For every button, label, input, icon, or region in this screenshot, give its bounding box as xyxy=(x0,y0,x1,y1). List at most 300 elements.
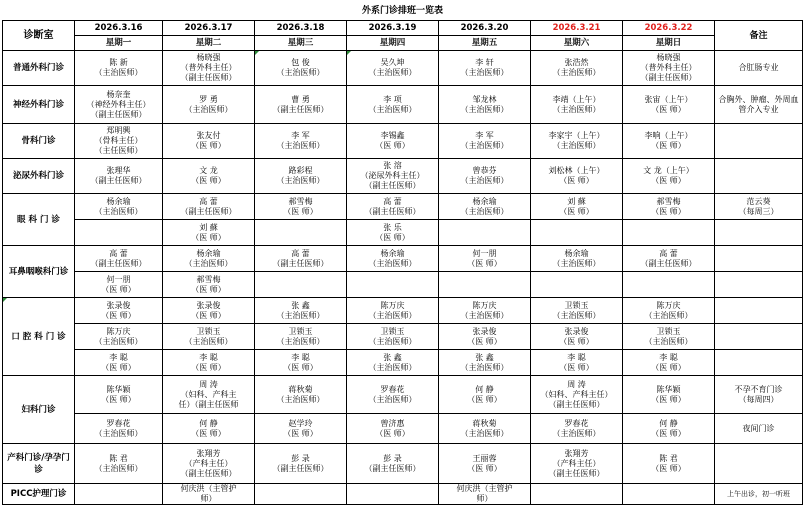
schedule-cell xyxy=(623,376,715,414)
schedule-cell xyxy=(439,159,531,194)
doctor-name: 赵学玲 xyxy=(288,418,313,428)
doctor-title-2: （副主任医师） xyxy=(548,399,605,409)
doctor-title: （主治医师） xyxy=(94,463,143,473)
doctor-title: （副主任医师） xyxy=(180,206,237,216)
schedule-cell xyxy=(623,272,715,298)
doctor-title: （医 师） xyxy=(191,428,226,438)
doctor-title: （主治医师） xyxy=(552,428,601,438)
schedule-cell xyxy=(439,444,531,484)
schedule-cell xyxy=(623,86,715,124)
doctor-title-2: （副主任医师） xyxy=(180,468,237,478)
dept-urology: 泌尿外科门诊 xyxy=(3,159,75,194)
schedule-cell xyxy=(531,194,623,220)
doctor-title: （医 师） xyxy=(101,394,136,404)
header-corner: 诊断室 xyxy=(3,21,75,51)
doctor-name: 李锡鑫 xyxy=(380,131,405,140)
doctor-name: 张 鑫 xyxy=(475,352,494,362)
doctor-name: 文 龙 xyxy=(199,166,218,175)
doctor-name: 卫锁玉 xyxy=(288,326,313,336)
schedule-cell xyxy=(439,86,531,124)
doctor-title: （主治医师） xyxy=(552,141,601,150)
doctor-name: 张 乐 xyxy=(383,222,402,232)
doctor-title: 师） xyxy=(476,494,493,503)
schedule-cell xyxy=(623,246,715,272)
schedule-cell xyxy=(439,414,531,444)
doctor-name: 路彩程 xyxy=(288,166,313,175)
doctor-title: （主治医师） xyxy=(184,258,233,268)
doctor-name: 张浩然 xyxy=(564,58,589,67)
schedule-cell xyxy=(439,376,531,414)
doctor-name: 陈华颖 xyxy=(656,384,681,394)
schedule-cell xyxy=(255,124,347,159)
row-eye-1 xyxy=(3,194,803,220)
doctor-name: 杨余瑜 xyxy=(472,196,497,206)
schedule-cell xyxy=(347,159,439,194)
schedule-cell xyxy=(75,324,163,350)
schedule-cell xyxy=(163,376,255,414)
row-ortho xyxy=(3,124,803,159)
doctor-title: （医 师） xyxy=(191,362,226,372)
doctor-name: 罗春花 xyxy=(106,418,131,428)
doctor-name: 李靖（上午） xyxy=(552,94,601,104)
doctor-title: （主治医师） xyxy=(368,68,417,77)
doctor-name: 何 静 xyxy=(475,384,494,394)
doctor-title: （医 师） xyxy=(651,394,686,404)
schedule-cell xyxy=(255,324,347,350)
remark-cell xyxy=(715,159,803,194)
schedule-cell xyxy=(75,124,163,159)
doctor-title: （主治医师） xyxy=(368,310,417,320)
dept-picc: PICC护理门诊 xyxy=(3,484,75,505)
doctor-name: 卫锁玉 xyxy=(656,326,681,336)
doctor-title: 师） xyxy=(200,494,217,503)
schedule-cell xyxy=(255,194,347,220)
schedule-cell xyxy=(163,484,255,505)
schedule-cell xyxy=(163,324,255,350)
row-urology xyxy=(3,159,803,194)
schedule-cell xyxy=(623,444,715,484)
doctor-name: 罗春花 xyxy=(380,384,405,394)
schedule-cell xyxy=(75,51,163,86)
doctor-title: （医 师） xyxy=(467,463,502,473)
doctor-title: （医 师） xyxy=(467,336,502,346)
schedule-cell xyxy=(75,444,163,484)
doctor-name: 曹 勇 xyxy=(291,94,310,104)
dept-obs: 产科门诊/孕孕门诊 xyxy=(3,444,75,484)
doctor-title: （医 师） xyxy=(101,310,136,320)
doctor-title: （主治医师） xyxy=(552,68,601,77)
doctor-title: （普外科主任） xyxy=(180,63,237,72)
row-neuro-surgery xyxy=(3,86,803,124)
doctor-name: 杨奈奎 xyxy=(106,89,131,99)
doctor-title: （主治医师） xyxy=(460,176,509,185)
schedule-cell xyxy=(163,246,255,272)
schedule-cell xyxy=(75,484,163,505)
dept-gyn: 妇科门诊 xyxy=(3,376,75,444)
doctor-title: （主治医师） xyxy=(644,336,693,346)
doctor-name: 李家宇（上午） xyxy=(548,131,605,140)
doctor-name: 李 聪 xyxy=(199,352,218,362)
schedule-cell xyxy=(623,51,715,86)
doctor-name: 彭 录 xyxy=(383,453,402,463)
schedule-cell xyxy=(347,86,439,124)
schedule-cell xyxy=(347,246,439,272)
remark-cell xyxy=(715,246,803,272)
schedule-cell xyxy=(347,350,439,376)
schedule-cell xyxy=(623,194,715,220)
doctor-title-2: （副主任医师） xyxy=(90,109,147,119)
schedule-cell xyxy=(623,220,715,246)
schedule-cell xyxy=(255,484,347,505)
remark-cell: 上午出诊，初一听班 xyxy=(715,484,803,505)
schedule-cell xyxy=(75,159,163,194)
doctor-name: 何一朋 xyxy=(106,274,131,284)
doctor-title: （医 师） xyxy=(191,284,226,294)
doctor-title: （医 师） xyxy=(559,176,594,185)
doctor-name: 陈万庆 xyxy=(106,326,131,336)
doctor-name: 邹龙林 xyxy=(472,94,497,104)
doctor-name: 卫锁玉 xyxy=(196,326,221,336)
schedule-cell xyxy=(439,51,531,86)
doctor-title: （医 师） xyxy=(283,362,318,372)
doctor-title: （骨科主任） xyxy=(94,136,143,145)
doctor-name: 包 俊 xyxy=(291,58,310,67)
doctor-title: （主治医师） xyxy=(276,68,325,77)
schedule-cell xyxy=(163,444,255,484)
doctor-title-2: 任）（副主任医师 xyxy=(178,399,239,409)
doctor-title: （医 师） xyxy=(651,206,686,216)
schedule-cell xyxy=(255,246,347,272)
doctor-name: 卫锁玉 xyxy=(380,326,405,336)
doctor-name: 张宙（上午） xyxy=(644,94,693,104)
doctor-title: （医 师） xyxy=(651,428,686,438)
doctor-title: （主治医师） xyxy=(94,68,143,77)
schedule-cell xyxy=(439,324,531,350)
doctor-name: 罗春花 xyxy=(564,418,589,428)
doctor-title: （主治医师） xyxy=(644,310,693,320)
row-oral-3 xyxy=(3,350,803,376)
doctor-title: （产科主任） xyxy=(552,458,601,468)
doctor-name: 曾济惠 xyxy=(380,418,405,428)
doctor-title: （医 师） xyxy=(467,258,502,268)
doctor-name: 何 静 xyxy=(659,418,678,428)
schedule-cell xyxy=(347,324,439,350)
doctor-name: 郑明興 xyxy=(106,126,131,135)
date-thu: 2026.3.19 xyxy=(347,21,439,36)
doctor-name: 曾恭芬 xyxy=(472,166,497,175)
row-ent-2 xyxy=(3,272,803,298)
date-sat: 2026.3.21 xyxy=(531,21,623,36)
schedule-cell xyxy=(623,350,715,376)
doctor-name: 李 聪 xyxy=(291,352,310,362)
remark-cell xyxy=(715,124,803,159)
doctor-name: 杨晓强 xyxy=(196,53,221,62)
doctor-title: （副主任医师） xyxy=(640,258,697,268)
page-title: 外系门诊排班一览表 xyxy=(361,6,443,16)
doctor-title: （主治医师） xyxy=(94,206,143,216)
remark-cell: 合胸外、肿瘤、外周血管介入专业 xyxy=(715,86,803,124)
doctor-title: （普外科主任） xyxy=(640,63,697,72)
doctor-title-2: （副主任医师） xyxy=(180,73,237,82)
schedule-cell xyxy=(347,298,439,324)
row-eye-2 xyxy=(3,220,803,246)
remark-text-2: （每周三） xyxy=(738,206,779,216)
doctor-title: （主治医师） xyxy=(368,336,417,346)
remark-cell xyxy=(715,324,803,350)
doctor-title: （主治医师） xyxy=(460,362,509,372)
doctor-title-2: （主任医师） xyxy=(94,146,143,155)
doctor-name: 李 聪 xyxy=(659,352,678,362)
doctor-name: 高 蕾 xyxy=(109,248,128,258)
doctor-name: 杨余瑜 xyxy=(106,196,131,206)
remark-header: 备注 xyxy=(715,21,803,51)
doctor-title: （医 师） xyxy=(283,206,318,216)
weekday-tue: 星期二 xyxy=(163,36,255,51)
row-oral-2 xyxy=(3,324,803,350)
doctor-title: （医 师） xyxy=(559,336,594,346)
doctor-name: 高 蕾 xyxy=(383,196,402,206)
doctor-name: 刘 蘇 xyxy=(567,196,586,206)
dept-eye: 眼 科 门 诊 xyxy=(3,194,75,246)
doctor-title: （医 师） xyxy=(651,362,686,372)
doctor-name: 何一朋 xyxy=(472,248,497,258)
doctor-name: 陈华颖 xyxy=(106,384,131,394)
doctor-title: （神经外科主任） xyxy=(86,99,151,109)
doctor-title: （副主任医师） xyxy=(364,463,421,473)
remark-cell xyxy=(715,220,803,246)
schedule-cell xyxy=(255,414,347,444)
dept-neuro-surgery: 神经外科门诊 xyxy=(3,86,75,124)
doctor-name: 陈 君 xyxy=(659,453,678,463)
schedule-cell xyxy=(163,414,255,444)
doctor-name: 陈 新 xyxy=(109,58,128,67)
schedule-cell xyxy=(255,444,347,484)
doctor-title: （副主任医师） xyxy=(90,176,147,185)
doctor-title: （医 师） xyxy=(101,284,136,294)
doctor-name: 刘 蘇 xyxy=(199,222,218,232)
doctor-name: 张 鑫 xyxy=(291,300,310,310)
doctor-title: （医 师） xyxy=(651,104,686,114)
doctor-name: 张翔芳 xyxy=(564,448,589,458)
doctor-title: （主治医师） xyxy=(460,206,509,216)
doctor-title: （医 师） xyxy=(651,176,686,185)
doctor-title: （医 师） xyxy=(467,394,502,404)
schedule-cell xyxy=(531,272,623,298)
row-picc xyxy=(3,484,803,505)
doctor-name: 张理华 xyxy=(106,166,131,175)
doctor-name: 罗 勇 xyxy=(199,94,218,104)
doctor-title: （医 师） xyxy=(191,310,226,320)
schedule-cell xyxy=(255,51,347,86)
doctor-name: 卫锁玉 xyxy=(564,300,589,310)
schedule-cell xyxy=(439,484,531,505)
doctor-name: 杨余瑜 xyxy=(380,248,405,258)
date-mon: 2026.3.16 xyxy=(75,21,163,36)
doctor-title: （主治医师） xyxy=(552,258,601,268)
doctor-title: （医 师） xyxy=(191,176,226,185)
schedule-cell xyxy=(623,414,715,444)
schedule-cell xyxy=(255,220,347,246)
schedule-cell xyxy=(531,444,623,484)
doctor-name: 杨晓强 xyxy=(656,53,681,62)
schedule-cell xyxy=(163,124,255,159)
doctor-title: （主治医师） xyxy=(552,310,601,320)
doctor-name: 李 轩 xyxy=(475,58,494,67)
schedule-cell xyxy=(439,220,531,246)
doctor-title: （副主任医师） xyxy=(272,104,329,114)
schedule-cell xyxy=(531,51,623,86)
date-tue: 2026.3.17 xyxy=(163,21,255,36)
schedule-cell xyxy=(347,484,439,505)
doctor-title: （主治医师） xyxy=(184,336,233,346)
row-gyn-1 xyxy=(3,376,803,414)
schedule-cell xyxy=(163,220,255,246)
schedule-cell xyxy=(531,298,623,324)
schedule-cell xyxy=(623,484,715,505)
doctor-title: （副主任医师） xyxy=(90,258,147,268)
date-fri: 2026.3.20 xyxy=(439,21,531,36)
schedule-cell xyxy=(439,272,531,298)
doctor-title: （妇科、产科主 xyxy=(180,389,237,399)
schedule-cell xyxy=(347,376,439,414)
doctor-title: （医 师） xyxy=(375,232,410,242)
row-general-surgery xyxy=(3,51,803,86)
remark-text-2: （每周四） xyxy=(738,394,779,404)
doctor-title: （主治医师） xyxy=(94,336,143,346)
doctor-title: （医 师） xyxy=(191,232,226,242)
doctor-name: 文 龙（上午） xyxy=(643,166,694,175)
doctor-title: （主治医师） xyxy=(460,104,509,114)
row-obs xyxy=(3,444,803,484)
remark-text: 不孕不育门诊 xyxy=(734,384,783,394)
schedule-cell xyxy=(75,350,163,376)
schedule-cell xyxy=(531,220,623,246)
schedule-cell xyxy=(255,376,347,414)
doctor-title: （医 师） xyxy=(559,362,594,372)
doctor-title: （主治医师） xyxy=(276,336,325,346)
doctor-name: 高 蕾 xyxy=(199,196,218,206)
schedule-cell xyxy=(531,484,623,505)
schedule-cell xyxy=(255,350,347,376)
schedule-cell xyxy=(347,220,439,246)
dept-ent: 耳鼻咽喉科门诊 xyxy=(3,246,75,298)
schedule-cell xyxy=(75,194,163,220)
schedule-cell xyxy=(531,124,623,159)
doctor-name: 李 项 xyxy=(383,94,402,104)
schedule-cell xyxy=(439,246,531,272)
doctor-title: （医 师） xyxy=(191,141,226,150)
dept-ortho: 骨科门诊 xyxy=(3,124,75,159)
doctor-title: （主治医师） xyxy=(276,310,325,320)
weekday-thu: 星期四 xyxy=(347,36,439,51)
doctor-title: （医 师） xyxy=(375,141,410,150)
schedule-cell xyxy=(347,444,439,484)
doctor-title: （副主任医师） xyxy=(272,258,329,268)
schedule-cell xyxy=(531,376,623,414)
doctor-title: （主治医师） xyxy=(184,104,233,114)
row-oral-1 xyxy=(3,298,803,324)
date-wed: 2026.3.18 xyxy=(255,21,347,36)
doctor-title-2: （副主任医师） xyxy=(548,468,605,478)
doctor-title: （泌尿外科主任） xyxy=(360,171,425,180)
remark-cell: 夜间门诊 xyxy=(715,414,803,444)
schedule-cell xyxy=(531,86,623,124)
schedule-cell xyxy=(163,350,255,376)
weekday-sat: 星期六 xyxy=(531,36,623,51)
remark-text: 范云葵 xyxy=(746,196,771,206)
doctor-name: 何庆洪（主管护 xyxy=(456,484,513,493)
weekday-sun: 星期日 xyxy=(623,36,715,51)
schedule-cell xyxy=(75,220,163,246)
schedule-cell xyxy=(347,272,439,298)
remark-cell xyxy=(715,194,803,220)
date-sun: 2026.3.22 xyxy=(623,21,715,36)
doctor-title: （产科主任） xyxy=(184,458,233,468)
doctor-title: （医 师） xyxy=(651,463,686,473)
schedule-cell xyxy=(439,298,531,324)
weekday-wed: 星期三 xyxy=(255,36,347,51)
schedule-cell xyxy=(439,194,531,220)
schedule-cell xyxy=(255,86,347,124)
doctor-name: 陈万庆 xyxy=(380,300,405,310)
doctor-title: （主治医师） xyxy=(460,428,509,438)
weekday-mon: 星期一 xyxy=(75,36,163,51)
doctor-title: （主治医师） xyxy=(552,104,601,114)
doctor-title: （主治医师） xyxy=(368,258,417,268)
doctor-name: 郝雪梅 xyxy=(288,196,313,206)
doctor-title: （医 师） xyxy=(283,428,318,438)
doctor-name: 张 鑫 xyxy=(383,352,402,362)
doctor-title: （医 师） xyxy=(651,141,686,150)
doctor-name: 张录俊 xyxy=(564,326,589,336)
dept-oral: 口 腔 科 门 诊 xyxy=(3,298,75,376)
doctor-name: 陈万庆 xyxy=(472,300,497,310)
row-ent-1 xyxy=(3,246,803,272)
schedule-cell xyxy=(163,86,255,124)
schedule-cell xyxy=(75,414,163,444)
schedule-cell xyxy=(439,350,531,376)
schedule-cell xyxy=(347,51,439,86)
schedule-cell xyxy=(623,159,715,194)
doctor-title: （主治医师） xyxy=(460,68,509,77)
schedule-cell xyxy=(347,414,439,444)
doctor-name: 何 静 xyxy=(199,418,218,428)
schedule-cell xyxy=(531,159,623,194)
doctor-name: 杨余瑜 xyxy=(196,248,221,258)
doctor-name: 陈 君 xyxy=(109,453,128,463)
doctor-name: 高 蕾 xyxy=(659,248,678,258)
remark-cell: 合肛肠专业 xyxy=(715,51,803,86)
remark-cell xyxy=(715,298,803,324)
schedule-cell xyxy=(623,298,715,324)
schedule-cell xyxy=(75,298,163,324)
doctor-name: 陈万庆 xyxy=(656,300,681,310)
doctor-title: （医 师） xyxy=(559,206,594,216)
doctor-title: （医 师） xyxy=(101,362,136,372)
remark-cell xyxy=(715,350,803,376)
row-gyn-2 xyxy=(3,414,803,444)
doctor-title: （副主任医师） xyxy=(364,206,421,216)
doctor-name: 吴久坤 xyxy=(380,58,405,67)
doctor-name: 李 聪 xyxy=(567,352,586,362)
doctor-name: 蒋秋菊 xyxy=(472,418,497,428)
doctor-name: 郝雪梅 xyxy=(656,196,681,206)
doctor-name: 杨余瑜 xyxy=(564,248,589,258)
doctor-name: 张友付 xyxy=(196,131,221,140)
schedule-cell xyxy=(347,124,439,159)
schedule-cell xyxy=(163,194,255,220)
doctor-title: （主治医师） xyxy=(276,141,325,150)
